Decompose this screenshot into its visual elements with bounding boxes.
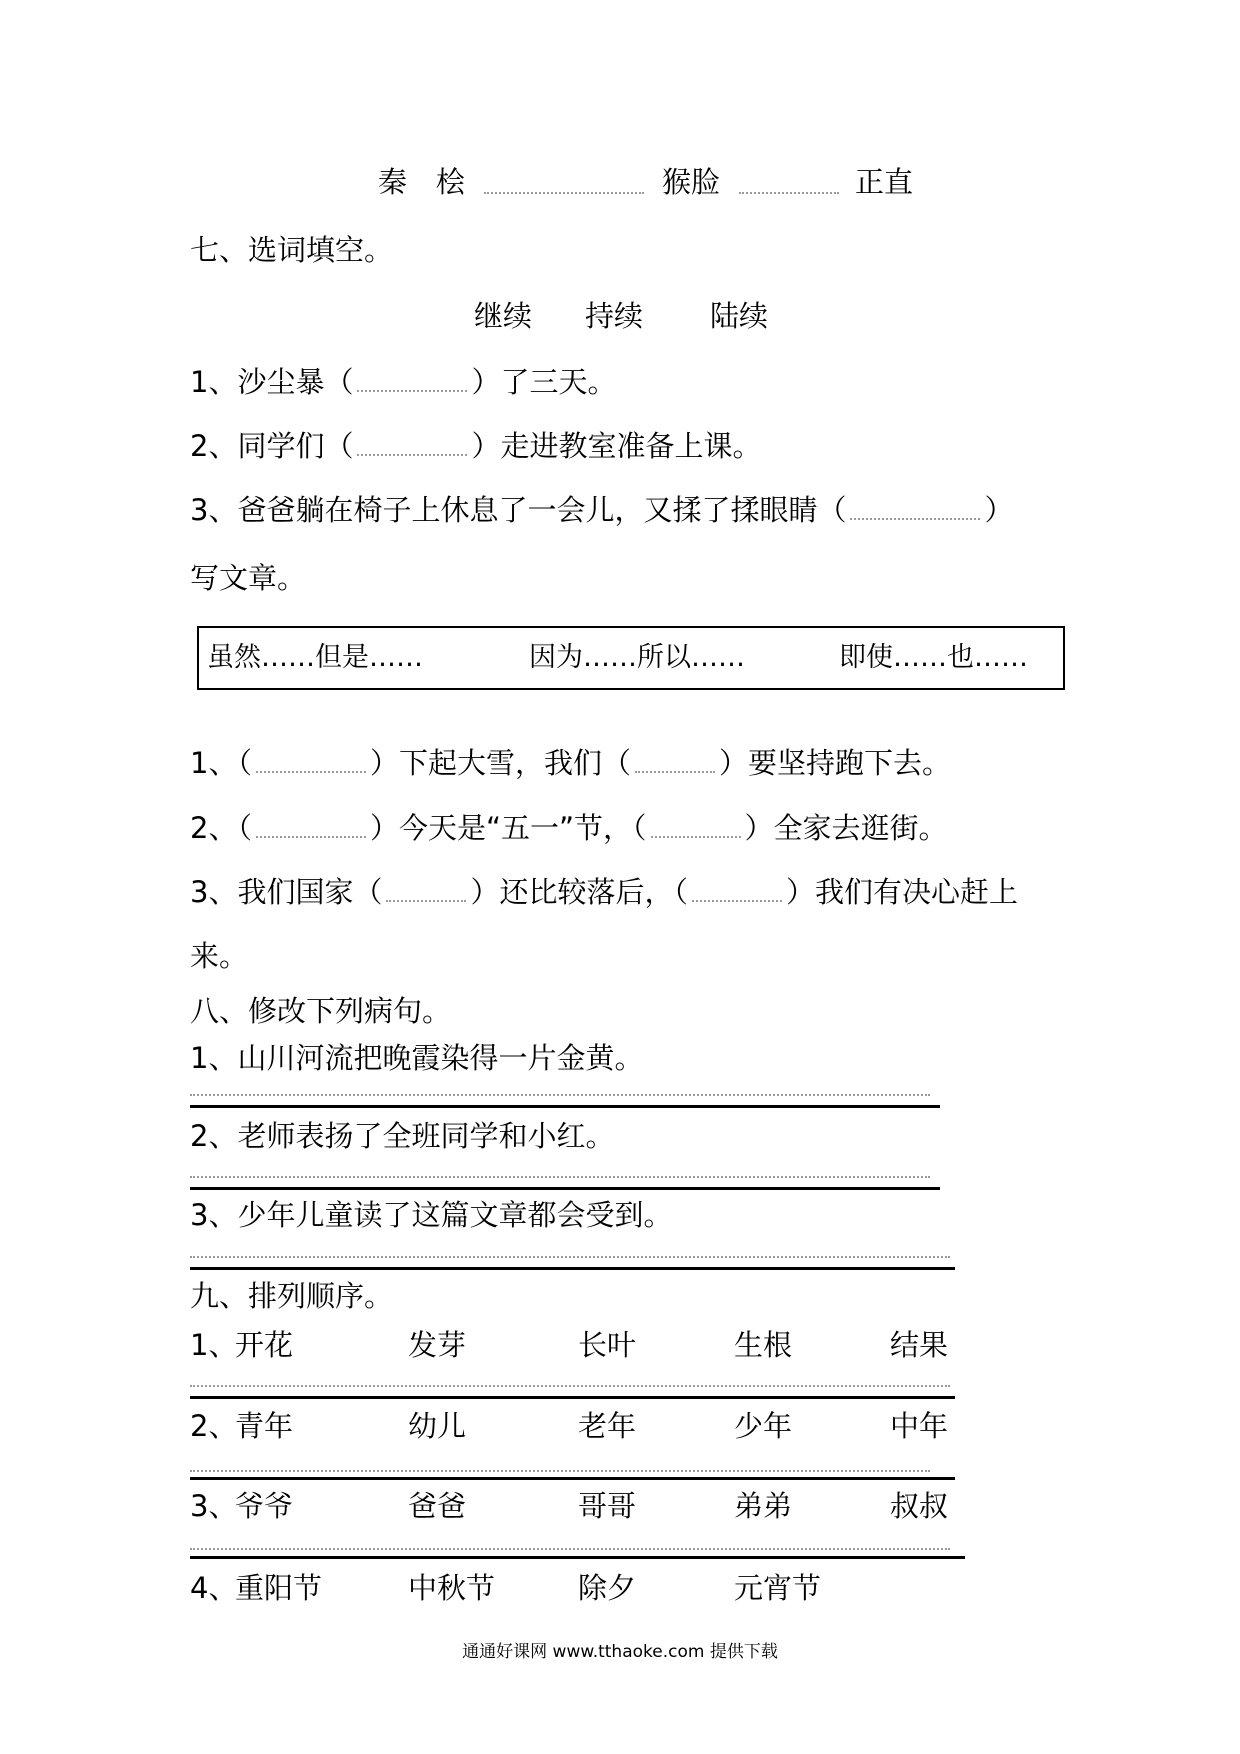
blank[interactable] (692, 896, 782, 902)
conj-item-3: 3、我们国家（ ）还比较落后，（ ）我们有决心赶上 (190, 875, 1018, 909)
order-word: 幼儿 (408, 1409, 467, 1443)
blank[interactable] (357, 386, 467, 392)
q8-item-1: 1、山川河流把晚霞染得一片金黄。 (190, 1041, 644, 1075)
conj-1: 虽然……但是…… (207, 642, 423, 673)
order-word: 爷爷 (235, 1489, 294, 1523)
conj-item-1: 1、（ ）下起大雪，我们（ ）要坚持跑下去。 (190, 746, 951, 780)
answer-line[interactable] (190, 1187, 940, 1190)
answer-line[interactable] (190, 1396, 955, 1399)
word-chixu: 持续 (585, 299, 644, 333)
order-word: 老年 (578, 1409, 637, 1443)
answer-line[interactable] (190, 1556, 965, 1559)
q7-item-1: 1、沙尘暴（ ）了三天。 (190, 365, 617, 399)
order-word: 发芽 (408, 1328, 467, 1362)
order-word: 中年 (890, 1409, 949, 1443)
blank[interactable] (635, 767, 715, 773)
order-word: 爸爸 (408, 1489, 467, 1523)
q7-item-3-cont: 写文章。 (190, 561, 307, 595)
blank[interactable] (850, 514, 980, 520)
order-word: 叔叔 (890, 1489, 949, 1523)
order-word: 中秋节 (408, 1571, 496, 1605)
q7-item-2: 2、同学们（ ）走进教室准备上课。 (190, 429, 762, 463)
order-word: 重阳节 (235, 1571, 323, 1605)
section-7-title: 七、选词填空。 (190, 233, 394, 267)
conj-item-3-cont: 来。 (190, 939, 249, 973)
word-luxu: 陆续 (710, 299, 769, 333)
answer-line[interactable] (190, 1105, 940, 1108)
order-row-3-num: 3、 (190, 1489, 238, 1523)
order-word: 除夕 (578, 1571, 637, 1605)
order-word: 生根 (734, 1328, 793, 1362)
order-word: 结果 (890, 1328, 949, 1362)
answer-line[interactable] (190, 1267, 955, 1270)
section-9-title: 九、排列顺序。 (190, 1279, 394, 1313)
q8-item-2: 2、老师表扬了全班同学和小红。 (190, 1119, 615, 1153)
order-word: 青年 (235, 1409, 294, 1443)
conj-3: 即使……也…… (839, 642, 1028, 673)
q8-item-3: 3、少年儿童读了这篇文章都会受到。 (190, 1198, 673, 1232)
conj-item-2: 2、（ ）今天是“五一”节，（ ）全家去逛街。 (190, 811, 948, 845)
order-row-1-num: 1、 (190, 1328, 238, 1362)
q7-item-3: 3、爸爸躺在椅子上休息了一会儿，又揉了揉眼睛（ ） (190, 493, 1014, 527)
order-row-2-num: 2、 (190, 1409, 238, 1443)
order-word: 少年 (734, 1409, 793, 1443)
word-zhengzhi: 正直 (855, 165, 914, 199)
blank[interactable] (651, 832, 741, 838)
order-word: 哥哥 (578, 1489, 637, 1523)
order-word: 元宵节 (734, 1571, 822, 1605)
order-word: 开花 (235, 1328, 294, 1362)
footer: 通通好课网 www.tthaoke.com 提供下载 (462, 1642, 778, 1662)
blank[interactable] (256, 767, 366, 773)
word-jixu: 继续 (474, 299, 533, 333)
blank[interactable] (256, 832, 366, 838)
order-word: 弟弟 (734, 1489, 793, 1523)
word-qinhui: 秦 桧 (378, 165, 466, 199)
word-houlian: 猴脸 (662, 165, 721, 199)
blank[interactable] (357, 450, 467, 456)
conjunction-box (197, 626, 1065, 690)
conj-2: 因为……所以…… (529, 642, 745, 673)
blank[interactable] (386, 896, 466, 902)
answer-line[interactable] (190, 1477, 955, 1480)
order-word: 长叶 (578, 1328, 637, 1362)
section-8-title: 八、修改下列病句。 (190, 994, 452, 1028)
order-row-4-num: 4、 (190, 1571, 238, 1605)
